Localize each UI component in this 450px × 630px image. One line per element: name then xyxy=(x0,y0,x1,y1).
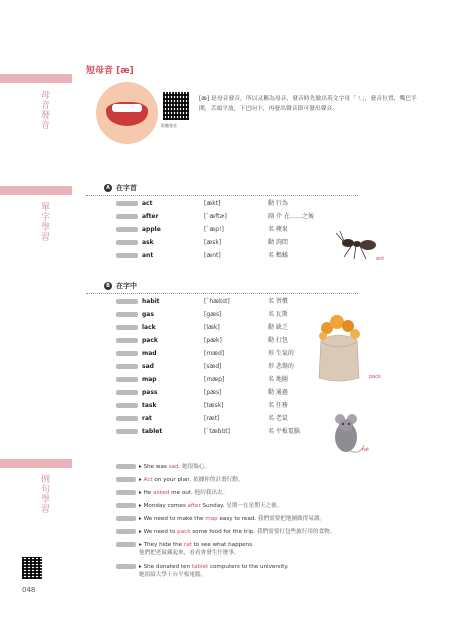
rat-label: rat xyxy=(362,447,370,453)
pack-label: pack xyxy=(369,374,381,380)
track-tag[interactable] xyxy=(116,201,138,206)
track-tag[interactable] xyxy=(116,240,138,245)
qr-caption: 聆聽發音 xyxy=(161,123,177,128)
section-a-title: 在字首 xyxy=(116,184,137,192)
pack-picture xyxy=(315,312,363,384)
sidebar-label-3: 例句學習 xyxy=(39,474,49,514)
example-sentence: ▸ She donated ten tablet computers to the university. xyxy=(116,563,289,571)
sidebar-label-1: 母音發音 xyxy=(39,90,49,130)
example-sentence: ▸ Monday comes after Sunday. 星期一在星期天之後。 xyxy=(116,502,282,510)
mouth-illustration xyxy=(96,82,158,144)
track-tag[interactable] xyxy=(116,351,138,356)
track-tag[interactable] xyxy=(116,312,138,317)
sidebar-tab-3 xyxy=(0,459,72,468)
ant-label: ant xyxy=(376,256,385,262)
track-tag[interactable] xyxy=(116,364,138,369)
qr-code-icon[interactable] xyxy=(22,557,42,579)
track-tag[interactable] xyxy=(116,429,138,434)
example-sentence: ▸ We need to make the map easy to read. 我們需要把地圖做得易讀。 xyxy=(116,515,325,523)
section-a-heading xyxy=(104,183,137,193)
track-tag[interactable] xyxy=(116,390,138,395)
page-title: 短母音 [æ] xyxy=(86,66,134,76)
section-b-heading xyxy=(104,281,137,291)
track-tag[interactable] xyxy=(116,338,138,343)
section-b-divider xyxy=(86,293,358,295)
example-translation: 他們把老鼠藏起來，看看會發生什麼事。 xyxy=(139,550,240,556)
example-translation: 她捐給大學十台平板電腦。 xyxy=(139,572,207,578)
example-sentence: ▸ We need to pack some food for the trip. 我們需要打包些旅行用的食物。 xyxy=(116,528,335,536)
section-b-badge: B xyxy=(104,282,112,290)
ant-picture xyxy=(334,229,385,263)
sidebar-label-2: 單字學習 xyxy=(39,202,49,242)
audio-qr-code-icon[interactable] xyxy=(163,92,189,120)
track-tag[interactable] xyxy=(116,403,138,408)
example-sentence: ▸ Act on your plan. 依據你的計畫行動。 xyxy=(116,476,243,484)
track-tag[interactable] xyxy=(116,564,136,569)
example-sentence: ▸ They hide the rat to see what happens. xyxy=(116,541,254,549)
example-sentence: ▸ He asked me out. 他約我出去。 xyxy=(116,489,228,497)
pronunciation-description: [æ] 是母音發音，所以又稱為母音，發音時先做出英文字母「ㄟ」，發音位置，嘴巴半開，舌頭平放，下巴向下，再發出聲音即可發出聲音。 xyxy=(199,96,417,112)
section-a-badge: A xyxy=(104,184,112,192)
sidebar-tab-1 xyxy=(0,74,72,83)
track-tag[interactable] xyxy=(116,516,136,521)
example-sentence: ▸ She was sad. 她很傷心。 xyxy=(116,463,210,471)
track-tag[interactable] xyxy=(116,214,138,219)
track-tag[interactable] xyxy=(116,416,138,421)
track-tag[interactable] xyxy=(116,227,138,232)
track-tag[interactable] xyxy=(116,377,138,382)
section-a-divider xyxy=(86,195,358,197)
track-tag[interactable] xyxy=(116,253,138,258)
rat-picture xyxy=(326,409,366,457)
track-tag[interactable] xyxy=(116,503,136,508)
track-tag[interactable] xyxy=(116,529,136,534)
track-tag[interactable] xyxy=(116,464,136,469)
track-tag[interactable] xyxy=(116,325,138,330)
page-number: 048 xyxy=(22,586,36,594)
section-b-title: 在字中 xyxy=(116,282,137,290)
track-tag[interactable] xyxy=(116,477,136,482)
sidebar-tab-2 xyxy=(0,186,72,195)
track-tag[interactable] xyxy=(116,299,138,304)
track-tag[interactable] xyxy=(116,542,136,547)
track-tag[interactable] xyxy=(116,490,136,495)
